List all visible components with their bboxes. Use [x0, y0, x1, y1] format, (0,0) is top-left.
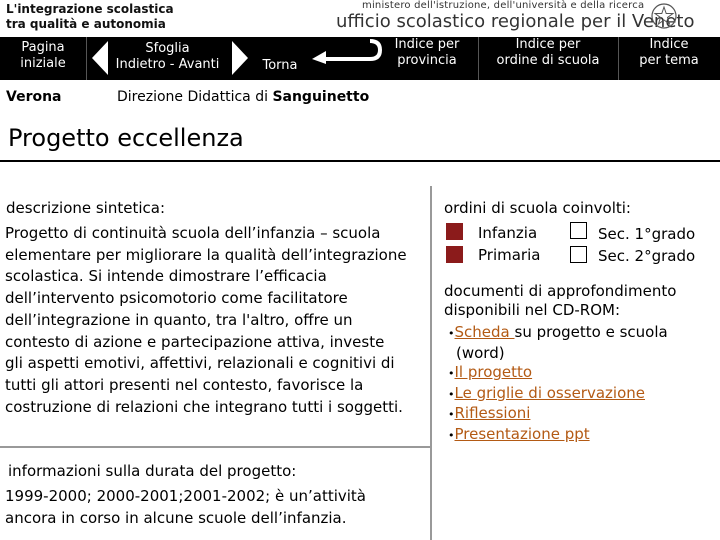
province-name: Verona [6, 89, 62, 105]
school-order-label-1: Indice per [515, 37, 581, 52]
page-title: Progetto eccellenza [8, 124, 244, 152]
documents-list [448, 323, 668, 445]
list-item [448, 384, 668, 405]
home-label-2: iniziale [20, 56, 66, 71]
browse-label-2: Indietro - Avanti [115, 57, 220, 72]
bullet: • [448, 367, 455, 380]
republic-emblem-icon [650, 2, 678, 30]
office-name: ufficio scolastico regionale per il Veneto [336, 11, 695, 32]
school-order-label-2: ordine di scuola [496, 53, 600, 68]
duration-line: 1999-2000; 2000-2001;2001-2002; è un’attività [5, 487, 366, 505]
school-order-index-link[interactable] [484, 37, 612, 69]
description-label: descrizione sintetica: [6, 199, 166, 217]
bullet: • [448, 387, 455, 401]
browse-label-1: Sfoglia [145, 41, 190, 56]
site-title [6, 2, 174, 32]
description-line: contesto di azione e partecipazione attiva, investe [5, 332, 385, 351]
scheda-rest: su progetto e scuola [514, 323, 668, 341]
sec1-checkbox [570, 222, 587, 239]
bullet: • [448, 327, 455, 340]
duration-line: ancora in corso in alcune scuole dell’infanzia. [5, 508, 347, 527]
browse-link[interactable] [105, 41, 230, 73]
primaria-checkbox [446, 246, 463, 263]
site-title-line1: L'integrazione scolastica [6, 2, 174, 16]
primaria-label: Primaria [478, 246, 541, 264]
province-index-link[interactable] [382, 37, 472, 69]
province-label-1: Indice per [394, 37, 460, 52]
school-name-bold: Sanguinetto [272, 89, 370, 105]
title-divider [0, 160, 720, 162]
duration-label: informazioni sulla durata del progetto: [8, 462, 297, 480]
description-line: dell’integrazione in quanto, tra l'altro, offre un [5, 310, 353, 329]
nav-bar [0, 37, 720, 80]
sec2-checkbox [570, 246, 587, 263]
documents-label-2: disponibili nel CD-ROM: [444, 301, 621, 319]
infanzia-label: Infanzia [478, 224, 538, 242]
return-arrow-icon[interactable] [310, 38, 382, 64]
list-item [448, 425, 668, 446]
infanzia-checkbox [446, 223, 463, 240]
description-line: Progetto di continuità scuola dell’infanzia – scuola [5, 224, 381, 242]
scheda-link[interactable]: Scheda [454, 323, 515, 341]
section-divider [0, 446, 430, 448]
home-link[interactable] [8, 40, 78, 72]
topic-index-link[interactable] [628, 37, 710, 69]
scheda-note: (word) [456, 343, 505, 362]
back-link[interactable]: Torna [262, 58, 298, 73]
description-line: gli aspetti emotivi, affettivi, relazionali e cognitivi di [5, 354, 395, 373]
list-item [448, 404, 668, 425]
column-divider [430, 186, 432, 540]
sec2-label: Sec. 2°grado [598, 247, 696, 265]
topic-label-2: per tema [639, 53, 699, 68]
list-item [448, 323, 668, 344]
description-line: scolastica. Si intende dimostrare l’efficacia [5, 267, 327, 286]
riflessioni-link[interactable]: Riflessioni [454, 404, 531, 422]
description-line: tutti gli attori presenti nel contesto, favorisce la [5, 375, 364, 394]
site-title-line2: tra qualità e autonomia [6, 17, 166, 31]
school-name [117, 89, 369, 105]
griglie-link[interactable]: Le griglie di osservazione [454, 383, 645, 402]
bullet: • [448, 428, 455, 442]
documents-label [444, 282, 676, 320]
description-line: dell’intervento psicomotorio come facilitatore [5, 289, 348, 308]
topic-label-1: Indice [649, 37, 689, 52]
school-levels-label: ordini di scuola coinvolti: [444, 199, 631, 217]
province-label-2: provincia [397, 53, 457, 68]
presentazione-link[interactable]: Presentazione ppt [454, 424, 590, 443]
documents-label-1: documenti di approfondimento [444, 282, 677, 300]
sec1-label: Sec. 1°grado [598, 225, 696, 243]
home-label-1: Pagina [21, 40, 65, 55]
list-item [448, 363, 668, 384]
description-line: costruzione di relazioni che integrano tutti i soggetti. [5, 397, 403, 416]
forward-arrow-icon[interactable] [230, 41, 250, 75]
school-prefix: Direzione Didattica di [117, 89, 273, 105]
duration-text [5, 486, 366, 529]
progetto-link[interactable]: Il progetto [454, 363, 533, 381]
bullet: • [448, 408, 455, 421]
description-text [5, 223, 425, 418]
ministry-name: ministero dell'istruzione, dell'università e della ricerca [362, 0, 645, 11]
description-line: elementare per migliorare la qualità dell’integrazione [5, 245, 407, 264]
